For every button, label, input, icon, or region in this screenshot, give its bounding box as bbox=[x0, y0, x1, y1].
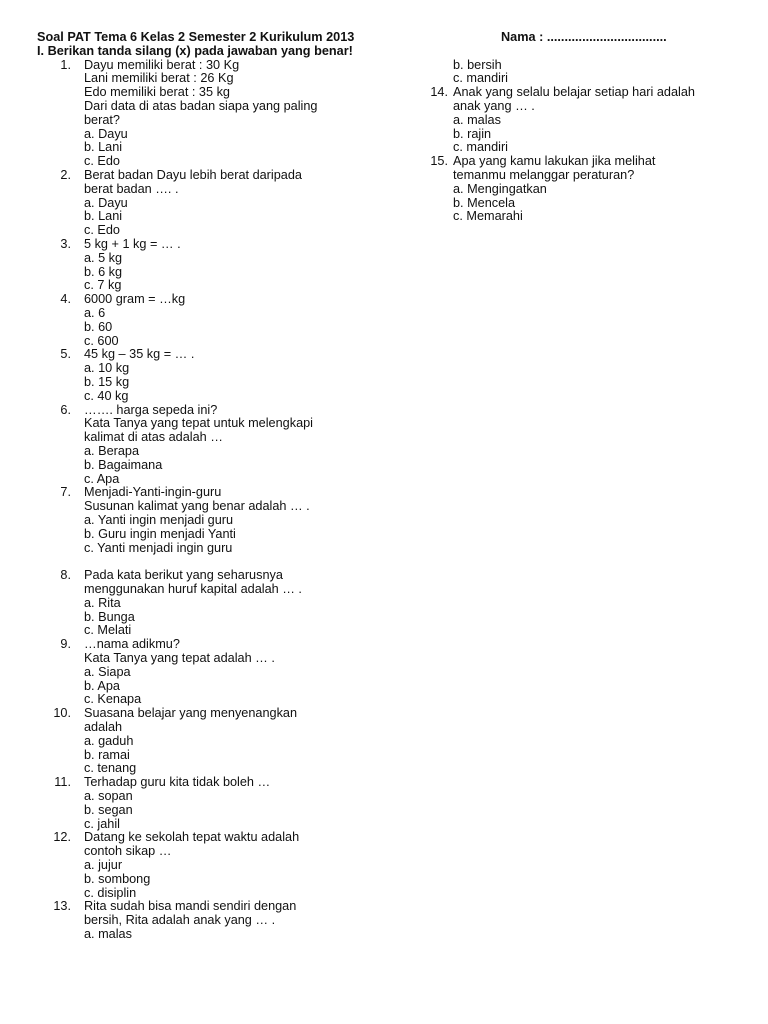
answer-option: a. malas bbox=[453, 112, 501, 127]
question-text: bersih, Rita adalah anak yang … . bbox=[84, 913, 276, 928]
question-number: 8. bbox=[60, 568, 71, 583]
instruction: I. Berikan tanda silang (x) pada jawaban yang benar! bbox=[37, 43, 353, 58]
answer-option: a. Dayu bbox=[84, 126, 128, 141]
answer-option: a. Mengingatkan bbox=[453, 181, 547, 196]
question-text: kalimat di atas adalah … bbox=[84, 430, 223, 445]
answer-option: a. Berapa bbox=[84, 443, 140, 458]
answer-option: c. tenang bbox=[84, 761, 137, 776]
answer-option: a. Rita bbox=[84, 595, 121, 610]
answer-option: a. jujur bbox=[84, 857, 123, 872]
question-text: Anak yang selalu belajar setiap hari adalah bbox=[453, 85, 695, 100]
question-text: contoh sikap … bbox=[84, 844, 172, 859]
answer-option: c. Yanti menjadi ingin guru bbox=[84, 540, 233, 555]
question-text: Kata Tanya yang tepat untuk melengkapi bbox=[84, 416, 314, 431]
question-number: 14. bbox=[430, 85, 448, 100]
question-number: 13. bbox=[53, 899, 71, 914]
answer-option: b. bersih bbox=[453, 57, 502, 72]
answer-option: b. Guru ingin menjadi Yanti bbox=[84, 526, 236, 541]
question-text: Datang ke sekolah tepat waktu adalah bbox=[84, 830, 300, 845]
question-number: 15. bbox=[430, 154, 448, 169]
answer-option: b. 60 bbox=[84, 319, 113, 334]
question-number: 12. bbox=[53, 830, 71, 845]
answer-option: b. segan bbox=[84, 802, 133, 817]
answer-option: c. 600 bbox=[84, 333, 119, 348]
answer-option: c. mandiri bbox=[453, 71, 508, 86]
question-number: 5. bbox=[60, 347, 71, 362]
question-text: 6000 gram = …kg bbox=[84, 292, 186, 307]
answer-option: c. Melati bbox=[84, 623, 132, 638]
answer-option: b. Lani bbox=[84, 209, 123, 224]
question-text: 5 kg + 1 kg = … . bbox=[84, 236, 181, 251]
question-text: Terhadap guru kita tidak boleh … bbox=[84, 775, 271, 790]
answer-option: c. 7 kg bbox=[84, 278, 122, 293]
question-text: Rita sudah bisa mandi sendiri dengan bbox=[84, 899, 297, 914]
question-text: anak yang … . bbox=[453, 98, 535, 113]
answer-option: b. sombong bbox=[84, 871, 151, 886]
answer-option: c. 40 kg bbox=[84, 388, 129, 403]
answer-option: c. disiplin bbox=[84, 885, 137, 900]
question-text: Suasana belajar yang menyenangkan bbox=[84, 706, 298, 721]
answer-option: b. rajin bbox=[453, 126, 492, 141]
answer-option: b. Bunga bbox=[84, 609, 135, 624]
question-number: 6. bbox=[60, 402, 71, 417]
question-text: …nama adikmu? bbox=[84, 637, 180, 652]
question-text: Dayu memiliki berat : 30 Kg bbox=[84, 57, 240, 72]
answer-option: a. malas bbox=[84, 926, 132, 941]
answer-option: b. 6 kg bbox=[84, 264, 123, 279]
answer-option: c. Memarahi bbox=[453, 209, 523, 224]
answer-option: a. sopan bbox=[84, 788, 133, 803]
question-text: adalah bbox=[84, 719, 123, 734]
answer-option: a. 10 kg bbox=[84, 361, 130, 376]
answer-option: b. Mencela bbox=[453, 195, 516, 210]
question-number: 3. bbox=[60, 236, 71, 251]
question-text: Kata Tanya yang tepat adalah … . bbox=[84, 650, 275, 665]
question-text: Menjadi-Yanti-ingin-guru bbox=[84, 485, 222, 500]
question-number: 10. bbox=[53, 706, 71, 721]
question-text: Susunan kalimat yang benar adalah … . bbox=[84, 499, 310, 514]
question-number: 7. bbox=[60, 485, 71, 500]
answer-option: c. mandiri bbox=[453, 140, 508, 155]
question-text: menggunakan huruf kapital adalah … . bbox=[84, 581, 302, 596]
answer-option: a. gaduh bbox=[84, 733, 134, 748]
answer-option: b. ramai bbox=[84, 747, 130, 762]
answer-option: b. Lani bbox=[84, 140, 123, 155]
answer-option: a. Dayu bbox=[84, 195, 128, 210]
question-text: 45 kg – 35 kg = … . bbox=[84, 347, 195, 362]
answer-option: c. Edo bbox=[84, 223, 120, 238]
answer-option: c. Apa bbox=[84, 471, 120, 486]
answer-option: c. jahil bbox=[84, 816, 120, 831]
answer-option: a. 6 bbox=[84, 305, 106, 320]
question-text: Apa yang kamu lakukan jika melihat bbox=[453, 154, 656, 169]
answer-option: c. Kenapa bbox=[84, 692, 142, 707]
exam-title: Soal PAT Tema 6 Kelas 2 Semester 2 Kurikulum 2013 bbox=[37, 30, 355, 44]
question-text: Dari data di atas badan siapa yang paling bbox=[84, 98, 318, 113]
answer-option: a. Siapa bbox=[84, 664, 131, 679]
question-text: Edo memiliki berat : 35 kg bbox=[84, 85, 230, 100]
question-text: temanmu melanggar peraturan? bbox=[453, 167, 635, 182]
question-number: 9. bbox=[60, 637, 71, 652]
question-text: berat? bbox=[84, 112, 120, 127]
question-number: 2. bbox=[60, 167, 71, 182]
answer-option: a. Yanti ingin menjadi guru bbox=[84, 512, 234, 527]
question-text: berat badan …. . bbox=[84, 181, 179, 196]
answer-option: b. Apa bbox=[84, 678, 120, 693]
question-number: 1. bbox=[60, 57, 71, 72]
question-text: ……. harga sepeda ini? bbox=[84, 402, 218, 417]
question-text: Lani memiliki berat : 26 Kg bbox=[84, 71, 234, 86]
question-text: Berat badan Dayu lebih berat daripada bbox=[84, 167, 302, 182]
question-number: 4. bbox=[60, 292, 71, 307]
answer-option: b. Bagaimana bbox=[84, 457, 163, 472]
name-field: Nama : .................................. bbox=[501, 30, 667, 44]
answer-option: b. 15 kg bbox=[84, 374, 130, 389]
answer-option: c. Edo bbox=[84, 154, 120, 169]
answer-option: a. 5 kg bbox=[84, 250, 123, 265]
question-text: Pada kata berikut yang seharusnya bbox=[84, 568, 283, 583]
question-number: 11. bbox=[54, 775, 71, 790]
